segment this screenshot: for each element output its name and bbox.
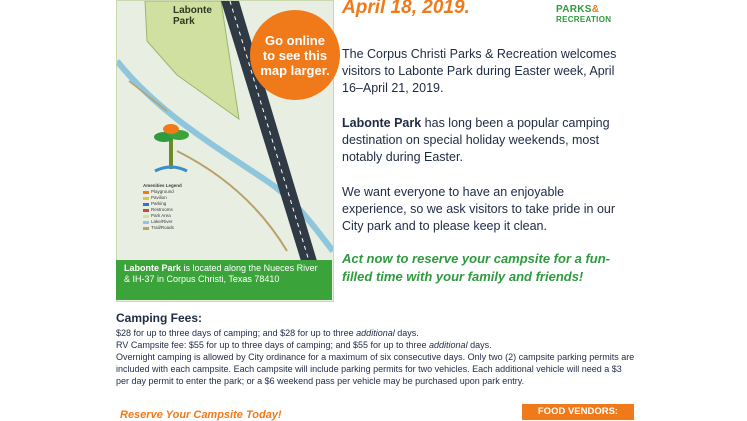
fee-text: days.: [394, 328, 419, 338]
cleanliness-paragraph: We want everyone to have an enjoyable experience, so we ask visitors to take pride in our City park and to please keep it clean.: [342, 185, 616, 233]
location-park-name: Labonte Park: [124, 263, 182, 273]
location-text: is located along the Nueces River & IH-37 in Corpus Christi, Texas 78410: [124, 263, 318, 284]
fee-text: $28 for up to three days of camping; and $28 for up to three: [116, 328, 357, 338]
food-vendors-badge: FOOD VENDORS:: [522, 404, 634, 420]
fee-line-rv: [116, 339, 636, 351]
parks-recreation-logo: [556, 4, 626, 24]
legend-label: Playground: [151, 189, 174, 194]
history-paragraph: [342, 115, 632, 166]
palm-tree-icon: [149, 119, 193, 179]
legend-label: Trail/Roads: [151, 225, 174, 230]
history-park-name: Labonte Park: [342, 116, 422, 130]
legend-title: Amenities Legend: [143, 183, 182, 188]
reserve-heading: Reserve Your Campsite Today!: [120, 409, 282, 421]
fee-line-tent: [116, 327, 636, 339]
call-to-action: Act now to reserve your campsite for a fun-filled time with your family and friends!: [342, 251, 611, 284]
brand-parks: PARKS: [556, 4, 592, 15]
intro-paragraph: The Corpus Christi Parks & Recreation welcomes visitors to Labonte Park during Easter week, April 16–April 21, 2019.: [342, 47, 617, 95]
map-park-label: Labonte Park: [173, 5, 212, 27]
legend-label: Parking: [151, 201, 167, 206]
legend-label: Pavilion: [151, 195, 167, 200]
legend-label: Park Area: [151, 213, 171, 218]
legend-label: Lake/River: [151, 219, 173, 224]
location-band: [116, 260, 332, 300]
fee-line-rules: Overnight camping is allowed by City ordinance for a maximum of six consecutive days. Only two (2) campsite parking permits are included with each campsite. Each campsite will include parking permits for two vehicles. Each additional vehicle will need a $3 per day permit to enter the park; or a $6 weekend pass per vehicle may be purchased upon park entry.: [116, 352, 635, 386]
brand-ampersand: &: [591, 4, 600, 15]
fee-text: RV Campsite fee: $55 for up to three days of camping; and $55 for up to three: [116, 340, 430, 350]
map-legend: [143, 183, 199, 231]
legend-label: Restrooms: [151, 207, 173, 212]
legend-item: [143, 225, 199, 231]
fees-heading: Camping Fees:: [116, 311, 203, 325]
brand-recreation: RECREATION: [556, 15, 612, 24]
callout-text: Go online to see this map larger.: [260, 32, 330, 78]
history-text: has long been a popular camping destination on special holiday weekends, most notably during Easter.: [342, 116, 610, 164]
page-date: April 18, 2019.: [342, 0, 470, 18]
fee-emphasis: additional: [429, 340, 468, 350]
fee-text: days.: [467, 340, 492, 350]
fee-emphasis: additional: [356, 328, 395, 338]
map-callout-badge[interactable]: [250, 10, 340, 100]
